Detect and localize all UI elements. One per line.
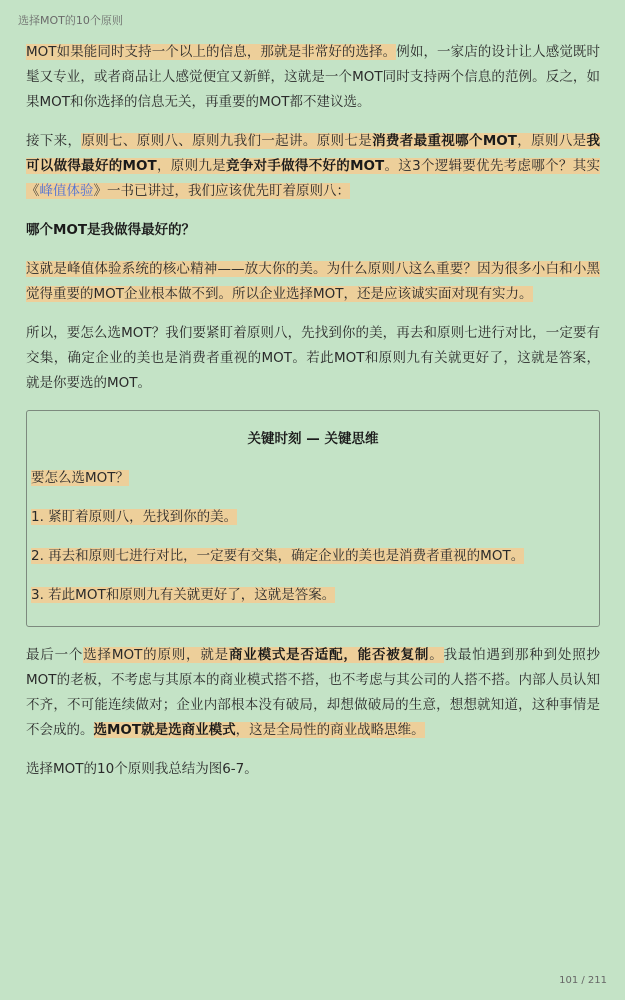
paragraph-3 xyxy=(26,257,600,307)
box-item-3 xyxy=(31,583,595,608)
highlight-text: ，原则八是 xyxy=(516,133,587,149)
box-title: 关键时刻 — 关键思维 xyxy=(247,431,379,447)
highlight[interactable]: 3. 若此MOT和原则九有关就更好了，这就是答案。 xyxy=(31,587,336,603)
section-heading: 哪个MOT是我做得最好的？ xyxy=(26,222,196,238)
highlight[interactable]: 这就是峰值体验系统的核心精神——放大你的美。为什么原则八这么重要？因为很多小白和小黑觉得重要的MOT企业根本做不到。所以企业选择MOT，还是应该诚实面对现有实力。 xyxy=(26,261,600,302)
box-item-2 xyxy=(31,544,595,569)
highlight[interactable]: 要怎么选MOT？ xyxy=(31,470,130,486)
paragraph-text: 接下来， xyxy=(26,133,82,149)
paragraph-6: 选择MOT的10个原则我总结为图6-7。 xyxy=(26,761,258,777)
paragraph-text: 例如，一家店的设计让人感觉既时髦又专业，或者商品让人感觉便宜又新鲜，这就是一个MOT同时支持两个信息的范例。反之，如果MOT和你选择的信息无关，再重要的MOT都不建议选。 xyxy=(26,44,600,110)
highlight[interactable] xyxy=(26,133,600,199)
page-indicator: 101 / 211 xyxy=(559,975,607,986)
highlight[interactable]: 1. 紧盯着原则八，先找到你的美。 xyxy=(31,509,238,525)
chapter-title: 选择MOT的10个原则 xyxy=(18,14,123,27)
highlight-text: 》一书已讲过，我们应该优先盯着原则八： xyxy=(93,183,350,199)
highlight[interactable] xyxy=(83,647,443,663)
highlight-text: 。 xyxy=(429,647,444,663)
key-thinking-box xyxy=(26,410,600,627)
paragraph-text: 最后一个 xyxy=(26,647,84,663)
highlight[interactable]: 2. 再去和原则七进行对比，一定要有交集，确定企业的美也是消费者重视的MOT。 xyxy=(31,548,525,564)
bold-text: 竞争对手做得不好的MOT xyxy=(225,158,385,174)
highlight-text: ，这是全局性的商业战略思维。 xyxy=(235,722,425,738)
paragraph-2 xyxy=(26,129,600,204)
reading-content xyxy=(26,40,600,796)
bold-text: 选MOT就是选商业模式 xyxy=(93,722,236,738)
bold-text: 我可以做得最好的MOT xyxy=(26,133,601,174)
bold-text: 消费者最重视哪个MOT xyxy=(372,133,517,149)
highlight-text: ，原则九是 xyxy=(156,158,226,174)
paragraph-5 xyxy=(26,643,600,743)
highlight-text: 原则七、原则八、原则九我们一起讲。原则七是 xyxy=(81,133,373,149)
box-item-1 xyxy=(31,505,595,530)
paragraph-text: 我最怕遇到那种到处照抄MOT的老板，不考虑与其原本的商业模式搭不搭，也不考虑与其公司的人搭不搭。内部人员认知不齐，不可能连续做对；企业内部根本没有破局，却想做破局的生意，想想就知道，这种事情是不会成的。 xyxy=(26,647,601,738)
highlight-text: 选择MOT的原则，就是 xyxy=(83,647,229,663)
paragraph-1 xyxy=(26,40,600,115)
highlight-text: 。这3个逻辑要优先考虑哪个？其实《 xyxy=(26,158,601,199)
paragraph-4: 所以，要怎么选MOT？我们要紧盯着原则八，先找到你的美，再去和原则七进行对比，一定要有交集，确定企业的美也是消费者重视的MOT。若此MOT和原则九有关就更好了，这就是答案，就是你要选的MOT。 xyxy=(26,325,600,391)
box-question xyxy=(31,466,595,491)
highlight[interactable] xyxy=(94,722,425,738)
book-link[interactable]: 峰值体验 xyxy=(39,183,94,199)
highlight[interactable]: MOT如果能同时支持一个以上的信息，那就是非常好的选择。 xyxy=(26,44,397,60)
bold-text: 商业模式是否适配，能否被复制 xyxy=(228,647,430,663)
